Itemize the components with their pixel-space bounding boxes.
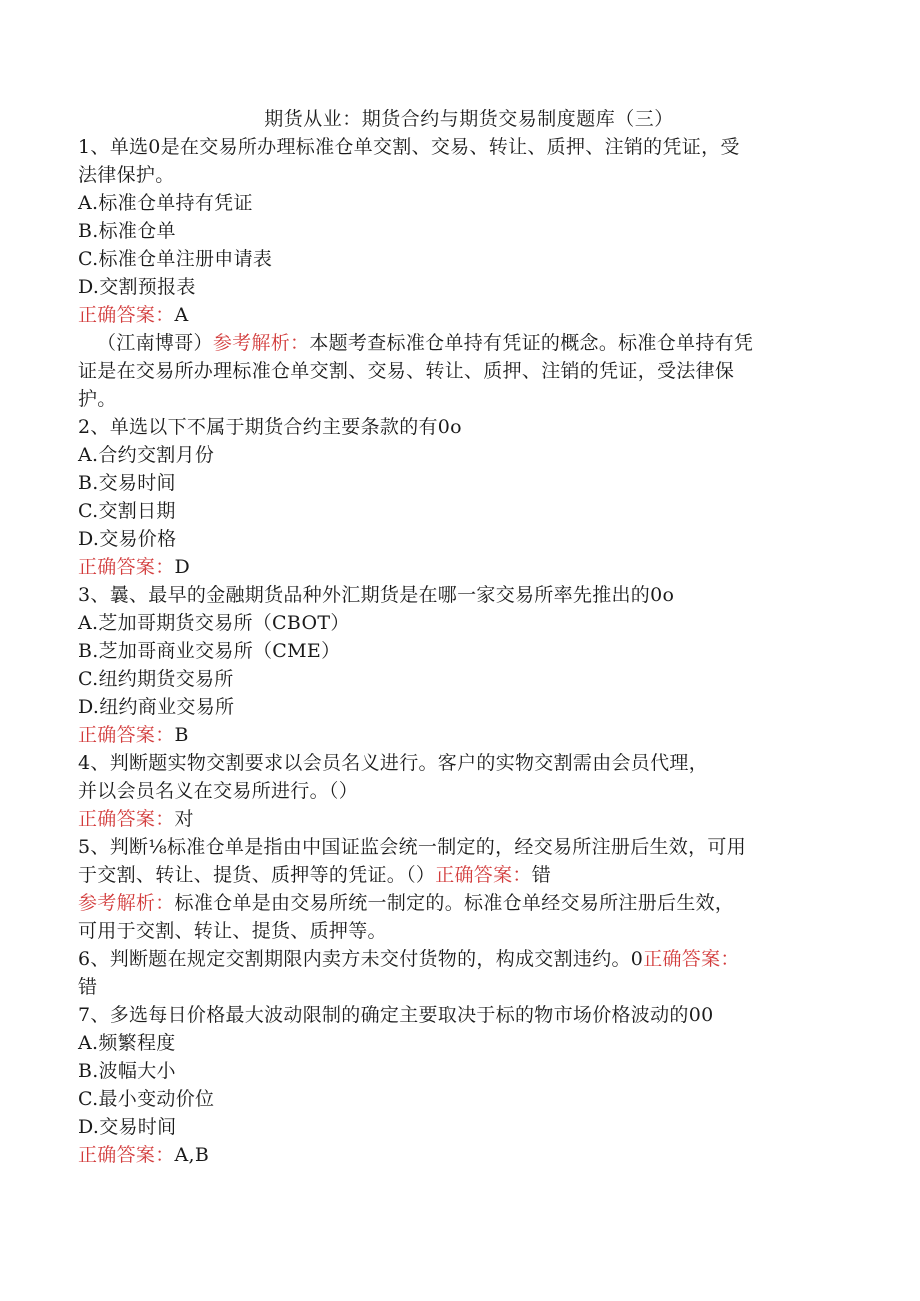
answer-label: 正确答案：	[78, 808, 175, 830]
question-1-option-b: B.标准仓单	[78, 220, 176, 242]
answer-value: D	[174, 556, 191, 578]
analysis-source: （江南博哥）	[97, 332, 213, 354]
question-5-stem-line-2	[78, 861, 828, 889]
question-2-option-b: B.交易时间	[78, 472, 176, 494]
question-5-stem-line-1: 5、判断⅛标准仓单是指由中国证监会统一制定的，经交易所注册后生效，可用	[78, 836, 747, 858]
question-1-option-a: A.标准仓单持有凭证	[78, 192, 253, 214]
question-7	[78, 1001, 828, 1169]
question-3-option-a: A.芝加哥期货交易所（CBOT）	[78, 612, 350, 634]
question-5-stem-text: 于交割、转让、提货、质押等的凭证。（）	[78, 864, 436, 886]
answer-label: 正确答案：	[78, 1144, 175, 1166]
question-1-answer	[78, 301, 828, 329]
question-6-stem-line	[78, 945, 828, 973]
answer-value: 错	[531, 864, 552, 886]
question-6	[78, 945, 828, 1001]
answer-value: B	[174, 724, 189, 746]
question-7-option-d: D.交易时间	[78, 1116, 177, 1138]
question-1-option-d: D.交割预报表	[78, 276, 196, 298]
answer-value: A	[174, 304, 189, 326]
question-1-analysis-line-1	[78, 329, 828, 357]
question-7-option-a: A.频繁程度	[78, 1032, 176, 1054]
question-7-option-b: B.波幅大小	[78, 1060, 176, 1082]
question-2-option-c: C.交割日期	[78, 500, 176, 522]
question-5-analysis-line-1	[78, 889, 828, 917]
question-4-stem-line-2: 并以会员名义在交易所进行。（）	[78, 780, 359, 802]
question-2-option-d: D.交易价格	[78, 528, 177, 550]
answer-label: 正确答案：	[78, 556, 175, 578]
question-7-stem: 7、多选每日价格最大波动限制的确定主要取决于标的物市场价格波动的00	[78, 1004, 714, 1026]
question-4-stem-line-1: 4、判断题实物交割要求以会员名义进行。客户的实物交割需由会员代理，	[78, 752, 708, 774]
analysis-label: 参考解析：	[78, 892, 175, 914]
answer-label: 正确答案：	[78, 724, 175, 746]
question-3-answer	[78, 721, 828, 749]
question-3-option-d: D.纽约商业交易所	[78, 696, 235, 718]
question-1-analysis-line-2: 证是在交易所办理标准仓单交割、交易、转让、质押、注销的凭证，受法律保	[78, 360, 735, 382]
question-4-answer	[78, 805, 828, 833]
analysis-text: 本题考查标准仓单持有凭证的概念。标准仓单持有凭	[309, 332, 754, 354]
answer-label: 正确答案：	[78, 304, 175, 326]
document-page	[78, 105, 828, 1169]
question-4	[78, 749, 828, 833]
question-2	[78, 413, 828, 581]
analysis-label: 参考解析：	[212, 332, 310, 354]
question-3-option-c: C.纽约期货交易所	[78, 668, 234, 690]
question-2-stem: 2、单选以下不属于期货合约主要条款的有0o	[78, 416, 462, 438]
question-6-stem-text: 6、判断题在规定交割期限内卖方未交付货物的，构成交割违约。0	[78, 948, 644, 970]
question-1-stem-line-2: 法律保护。	[78, 164, 175, 186]
question-2-answer	[78, 553, 828, 581]
answer-value: A,B	[174, 1144, 210, 1166]
question-7-option-c: C.最小变动价位	[78, 1088, 215, 1110]
question-1	[78, 133, 828, 413]
analysis-text: 标准仓单是由交易所统一制定的。标准仓单经交易所注册后生效，	[174, 892, 735, 914]
answer-label: 正确答案：	[643, 948, 740, 970]
answer-label: 正确答案：	[435, 864, 532, 886]
question-3-option-b: B.芝加哥商业交易所（CME）	[78, 640, 341, 662]
document-title: 期货从业：期货合约与期货交易制度题库（三）	[264, 108, 674, 130]
question-5-analysis-line-2: 可用于交割、转让、提货、质押等。	[78, 920, 387, 942]
question-3-stem: 3、曩、最早的金融期货品种外汇期货是在哪一家交易所率先推出的0o	[78, 584, 675, 606]
question-6-answer-value: 错	[78, 976, 98, 998]
question-1-stem-line-1: 1、单选0是在交易所办理标准仓单交割、交易、转让、质押、注销的凭证，受	[78, 136, 740, 158]
question-7-answer	[78, 1141, 828, 1169]
question-2-option-a: A.合约交割月份	[78, 444, 215, 466]
question-5	[78, 833, 828, 945]
answer-value: 对	[174, 808, 194, 830]
question-1-analysis-line-3: 护。	[78, 388, 117, 410]
question-1-option-c: C.标准仓单注册申请表	[78, 248, 273, 270]
question-3	[78, 581, 828, 749]
